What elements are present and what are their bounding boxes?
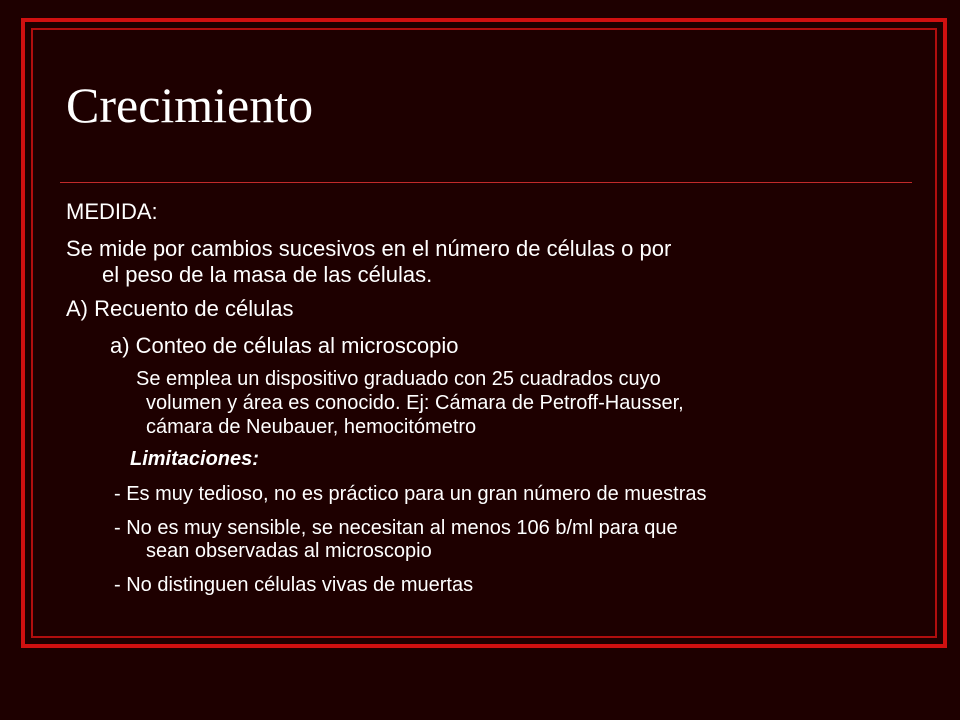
limitaciones-heading: Limitaciones: — [130, 448, 259, 470]
limitation-item: - No distinguen células vivas de muertas — [114, 574, 474, 596]
slide-title: Crecimiento — [66, 77, 314, 133]
body-line: volumen y área es conocido. Ej: Cámara de Petroff-Hausser, — [146, 392, 684, 414]
limitation-item: - Es muy tedioso, no es práctico para un gran número de muestras — [114, 483, 707, 505]
limitation-item: - No es muy sensible, se necesitan al menos 106 b/ml para que — [114, 517, 678, 539]
body-line: cámara de Neubauer, hemocitómetro — [146, 416, 477, 438]
heading-medida: MEDIDA: — [66, 199, 158, 224]
body-line: Se emplea un dispositivo graduado con 25 cuadrados cuyo — [136, 368, 661, 390]
subsection-a-heading: a) Conteo de células al microscopio — [110, 333, 459, 358]
title-divider — [60, 182, 912, 183]
body-line: el peso de la masa de las células. — [102, 262, 433, 287]
limitation-item-continued: sean observadas al microscopio — [146, 540, 432, 562]
section-a-heading: A) Recuento de células — [66, 296, 294, 321]
body-line: Se mide por cambios sucesivos en el número de células o por — [66, 236, 672, 261]
